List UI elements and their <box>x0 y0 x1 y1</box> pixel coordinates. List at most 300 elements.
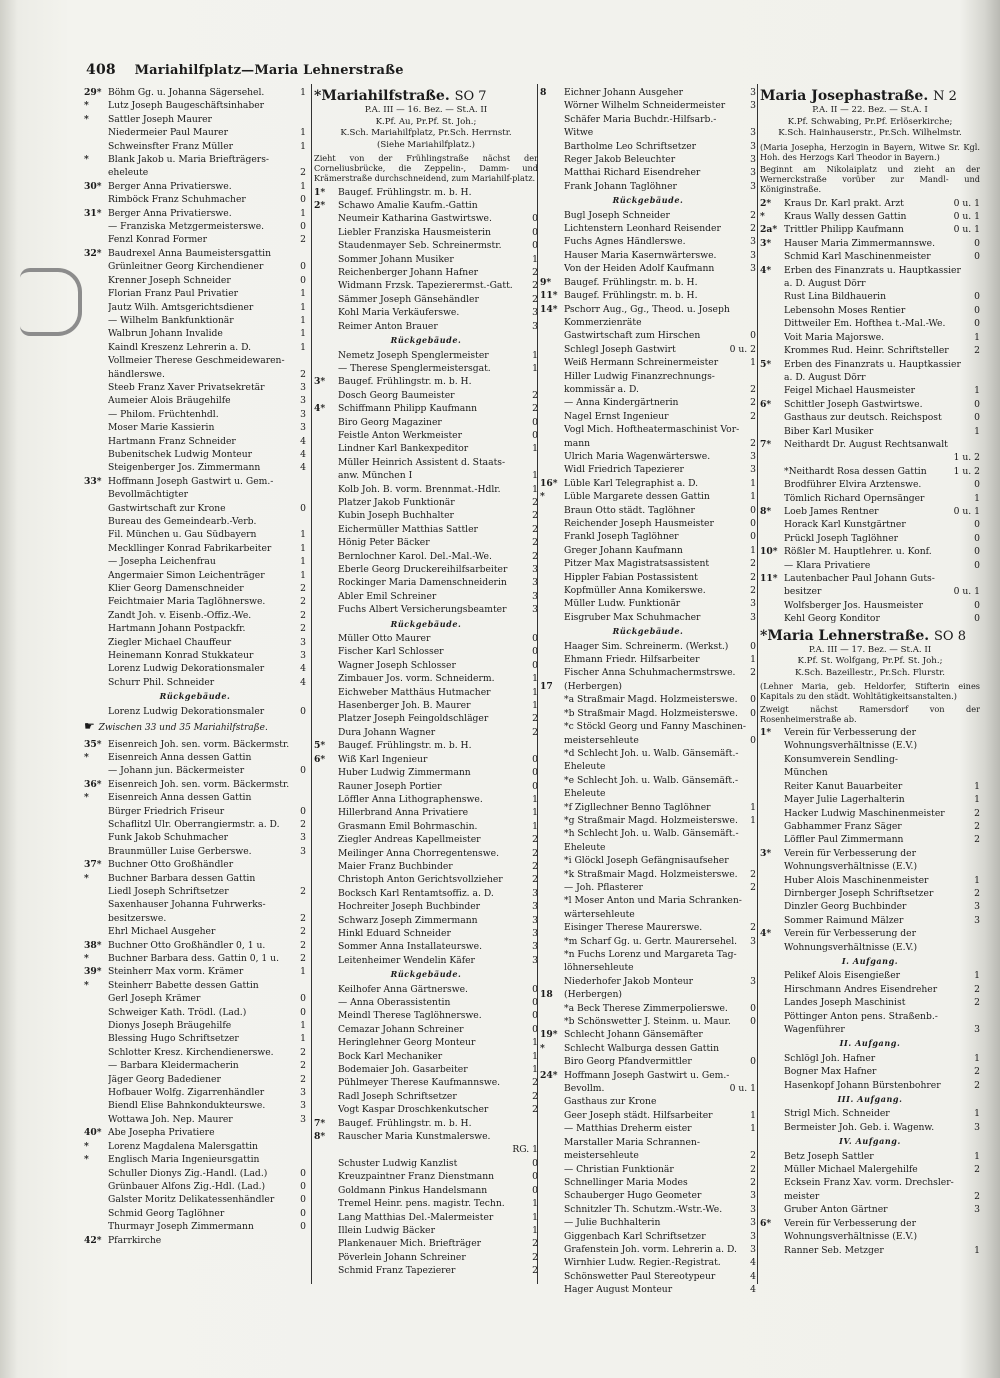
floor-number: 0 <box>300 261 306 273</box>
directory-entry <box>760 793 980 806</box>
house-number <box>540 948 564 961</box>
house-number <box>540 222 564 235</box>
house-number <box>314 672 338 685</box>
floor-number <box>754 787 756 800</box>
directory-entry <box>84 528 306 541</box>
resident-text: Florian Franz Paul Privatier <box>108 288 239 300</box>
resident-text: Giggenbach Karl Schriftsetzer <box>564 1230 706 1242</box>
floor-number: 0 <box>532 983 538 995</box>
floor-number: 2 <box>532 496 538 508</box>
floor-number <box>304 791 306 804</box>
floor-number: 0 <box>750 531 756 543</box>
floor-number: 1 <box>532 443 538 455</box>
resident-text: Grünleitner Georg Kirchendiener <box>108 261 264 273</box>
directory-entry <box>84 609 306 622</box>
floor-number: 1 u. 2 <box>953 452 980 464</box>
house-number <box>314 576 338 589</box>
resident-text: Bevollmächtigter <box>108 489 189 501</box>
house-number <box>760 1230 784 1243</box>
directory-entry <box>540 680 756 693</box>
resident-text: Eisgruber Max Schuhmacher <box>564 611 701 623</box>
house-number: * <box>84 792 89 804</box>
resident-text: Hasenberger Joh. B. Maurer <box>338 700 471 712</box>
resident-text: Buchner Otto Großhändler 0, 1 u. <box>108 939 266 951</box>
house-number <box>760 1190 784 1203</box>
floor-number: 1 <box>974 970 980 982</box>
directory-entry <box>760 425 980 438</box>
resident-text: *a Beck Therese Zimmerpolierswe. <box>564 1002 728 1014</box>
house-number <box>84 662 108 675</box>
floor-number <box>536 375 538 388</box>
directory-entry <box>84 649 306 662</box>
house-number <box>314 266 338 279</box>
floor-number: 1 <box>532 483 538 495</box>
directory-entry <box>314 645 538 658</box>
directory-entry <box>760 478 980 491</box>
floor-number: 3 <box>974 901 980 913</box>
resident-text: *k Straßmair Magd. Holzmeisterswe. <box>564 868 738 880</box>
floor-number: 0 <box>974 532 980 544</box>
floor-number <box>754 854 756 867</box>
house-number <box>314 1237 338 1250</box>
directory-entry <box>314 1143 538 1156</box>
floor-number <box>754 988 756 1001</box>
floor-number: 1 <box>300 180 306 192</box>
directory-entry <box>540 1283 756 1296</box>
resident-text: Maier Franz Buchbinder <box>338 860 453 872</box>
floor-number: 0 <box>750 640 756 652</box>
house-number: 39* <box>84 966 102 978</box>
column-rule <box>757 84 758 1284</box>
house-number <box>540 975 564 988</box>
directory-entry <box>760 384 980 397</box>
resident-text: Schnellinger Maria Modes <box>564 1176 688 1188</box>
house-number: * <box>540 491 545 503</box>
floor-number <box>978 726 980 739</box>
floor-number: 1 <box>974 780 980 792</box>
resident-text: Bock Karl Mechaniker <box>338 1050 443 1062</box>
floor-number: 3 <box>300 832 306 844</box>
resident-text: Strigl Mich. Schneider <box>784 1108 890 1120</box>
directory-entry <box>540 611 756 624</box>
floor-number: 0 <box>974 559 980 571</box>
floor-number <box>978 1010 980 1023</box>
resident-text: Walbrun Johann Invalide <box>108 328 223 340</box>
resident-text: — Julie Buchhalterin <box>564 1217 661 1229</box>
house-number <box>314 279 338 292</box>
resident-text: Rust Lina Bildhauerin <box>784 291 887 303</box>
directory-entry <box>84 569 306 582</box>
house-number <box>84 515 108 528</box>
resident-text: Liedl Joseph Schriftsetzer <box>108 885 229 897</box>
resident-text: Widl Friedrich Tapezierer <box>564 464 684 476</box>
directory-entry <box>540 1042 756 1055</box>
resident-text: Schurr Phil. Schneider <box>108 676 215 688</box>
resident-text: — Therese Spenglermeistersgat. <box>338 362 491 374</box>
resident-text: *i Glöckl Joseph Gefängnisaufseher <box>564 855 729 867</box>
house-number <box>540 720 564 733</box>
resident-text: Sommer Raimund Mälzer <box>784 914 904 926</box>
resident-text: Reichenberger Johann Hafner <box>338 267 479 279</box>
floor-number: 2 <box>750 437 756 449</box>
floor-number: 2 <box>532 1104 538 1116</box>
resident-text: Ranner Seb. Metzger <box>784 1244 884 1256</box>
floor-number <box>304 515 306 528</box>
directory-entry <box>540 1095 756 1108</box>
directory-entry <box>760 1190 980 1203</box>
resident-text: Klier Georg Damenschneider <box>108 583 244 595</box>
directory-entry <box>84 126 306 139</box>
house-number <box>314 632 338 645</box>
resident-text: Wohnungsverhältnisse (E.V.) <box>784 1231 918 1243</box>
resident-text: Baudrexel Anna Baumeistersgattin <box>108 247 271 259</box>
house-number: 7* <box>314 1117 326 1129</box>
house-number <box>540 881 564 894</box>
resident-text: Schlecht Johann Gänsemäfter <box>564 1029 703 1041</box>
resident-text: Geer Joseph städt. Hilfsarbeiter <box>564 1109 713 1121</box>
floor-number: RG. 1 <box>512 1144 538 1156</box>
house-number <box>84 1019 108 1032</box>
resident-text: Kaindl Kreszenz Lehrerin a. D. <box>108 341 252 353</box>
house-number <box>314 645 338 658</box>
resident-text: Fil. München u. Gau Südbayern <box>108 529 257 541</box>
directory-entry <box>84 705 306 718</box>
directory-entry <box>540 1189 756 1202</box>
house-number <box>540 140 564 153</box>
house-number <box>84 220 108 233</box>
directory-entry <box>84 636 306 649</box>
house-number: 31* <box>84 207 102 219</box>
floor-number: 3 <box>300 1087 306 1099</box>
house-number <box>314 983 338 996</box>
resident-text: Sämmer Joseph Gänsehändler <box>338 293 479 305</box>
directory-entry <box>314 550 538 563</box>
house-number <box>540 868 564 881</box>
house-number <box>84 1073 108 1086</box>
floor-number <box>304 1140 306 1153</box>
house-number: 35* <box>84 738 102 750</box>
floor-number: 0 <box>300 1221 306 1233</box>
house-number <box>760 451 784 464</box>
resident-text: Baugef. Frühlingstr. m. b. H. <box>564 276 698 288</box>
directory-entry <box>314 1237 538 1250</box>
house-number <box>314 659 338 672</box>
house-number <box>760 753 784 766</box>
floor-number: 2 <box>974 807 980 819</box>
floor-number: 2 <box>532 726 538 738</box>
floor-number: 3 <box>532 564 538 576</box>
floor-number: 0 <box>532 429 538 441</box>
directory-entry <box>540 140 756 153</box>
house-number: 3* <box>760 847 772 859</box>
directory-entry <box>760 860 980 873</box>
house-number <box>84 1180 108 1193</box>
house-number: 19* <box>540 1029 558 1041</box>
house-number <box>540 113 564 126</box>
floor-number: 1 <box>300 87 306 98</box>
directory-entry <box>760 1203 980 1216</box>
house-number <box>760 290 784 303</box>
resident-text: Gastwirtschaft zur Krone <box>108 502 226 514</box>
resident-text: — Anna Oberassistentin <box>338 997 451 1009</box>
floor-number: 1 <box>974 1150 980 1162</box>
resident-text: Gerl Joseph Krämer <box>108 993 201 1005</box>
house-number <box>84 341 108 354</box>
resident-text: Kohl Maria Verkäuferswe. <box>338 307 460 319</box>
floor-number: 2 <box>300 368 306 380</box>
house-number <box>84 831 108 844</box>
resident-text: Huber Alois Maschinenmeister <box>784 874 929 886</box>
resident-text: Gastwirtschaft zum Hirschen <box>564 330 701 342</box>
directory-entry <box>314 1170 538 1183</box>
directory-entry <box>84 327 306 340</box>
resident-text: Bogner Max Hafner <box>784 1066 877 1078</box>
floor-number: 2 <box>974 887 980 899</box>
directory-entry <box>540 222 756 235</box>
directory-entry <box>314 1036 538 1049</box>
directory-entry <box>84 845 306 858</box>
directory-entry <box>314 1264 538 1277</box>
house-number <box>540 1149 564 1162</box>
house-number: 11* <box>540 290 558 302</box>
directory-entry <box>84 738 306 751</box>
directory-entry <box>314 806 538 819</box>
house-number <box>540 854 564 867</box>
floor-number: 1 <box>750 1109 756 1121</box>
house-number <box>540 166 564 179</box>
street-heading <box>760 90 980 103</box>
resident-text: Biro Georg Magaziner <box>338 416 442 428</box>
house-number <box>84 287 108 300</box>
directory-entry <box>84 676 306 689</box>
house-number <box>84 1207 108 1220</box>
house-number: * <box>84 1154 89 1166</box>
resident-text: Schuller Dionys Zig.-Handl. (Lad.) <box>108 1167 268 1179</box>
resident-text: Lorenz Magdalena Malersgattin <box>108 1140 258 1152</box>
floor-number: 1 <box>974 1108 980 1120</box>
house-number: 38* <box>84 939 102 951</box>
directory-entry <box>540 921 756 934</box>
resident-text: Rockinger Maria Damenschneiderin <box>338 577 507 589</box>
floor-number: 1 <box>300 288 306 300</box>
floor-number: 0 <box>532 997 538 1009</box>
directory-entry <box>84 287 306 300</box>
house-number <box>540 1109 564 1122</box>
floor-number: 0 <box>974 479 980 491</box>
directory-entry <box>540 720 756 733</box>
floor-number <box>754 747 756 760</box>
directory-entry <box>540 948 756 961</box>
house-number <box>84 818 108 831</box>
floor-number: 2 <box>300 818 306 830</box>
house-number <box>760 833 784 846</box>
floor-number <box>978 1230 980 1243</box>
floor-number: 2 <box>532 1077 538 1089</box>
resident-text: Dura Johann Wagner <box>338 726 436 738</box>
resident-text: Biro Georg Pfandvermittler <box>564 1056 692 1068</box>
resident-text: *f Zigllechner Benno Taglöhner <box>564 801 711 813</box>
house-number <box>540 235 564 248</box>
floor-number <box>754 316 756 329</box>
house-number: 6* <box>314 753 326 765</box>
house-number: 6* <box>760 1217 772 1229</box>
floor-number: 0 <box>532 1023 538 1035</box>
floor-number <box>304 153 306 166</box>
resident-text: Schmid Karl Maschinenmeister <box>784 251 931 263</box>
house-number <box>760 532 784 545</box>
directory-entry <box>314 820 538 833</box>
resident-text: Schmid Georg Taglöhner <box>108 1207 225 1219</box>
directory-entry <box>314 1130 538 1143</box>
floor-number: 1 <box>974 794 980 806</box>
section-label: Rückgebäude. <box>612 195 684 206</box>
directory-entry <box>760 290 980 303</box>
floor-number: 1 <box>532 1198 538 1210</box>
street-info-line: P.A. III — 17. Bez. — St.A. II <box>808 645 932 656</box>
resident-text: — Franziska Metzgermeisterswe. <box>108 221 265 233</box>
directory-column-1 <box>84 86 306 1376</box>
floor-number: 3 <box>300 650 306 662</box>
resident-text: Lutz Joseph Baugeschäftsinhaber <box>108 100 265 112</box>
floor-number: 1 u. 2 <box>953 465 980 477</box>
resident-text: Hauser Maria Kasernwärterswe. <box>564 249 717 261</box>
floor-number <box>978 572 980 585</box>
section-label: Rückgebäude. <box>390 618 462 629</box>
floor-number: 0 <box>750 504 756 516</box>
house-number: 5* <box>760 358 772 370</box>
resident-text: Hacker Ludwig Maschinenmeister <box>784 807 945 819</box>
directory-entry <box>314 954 538 967</box>
floor-number: 2 <box>974 1164 980 1176</box>
directory-entry <box>84 831 306 844</box>
resident-text: Schmid Franz Tapezierer <box>338 1265 456 1277</box>
directory-entry <box>84 872 306 885</box>
resident-text: *e Schlecht Joh. u. Walb. Gänsemäft.- <box>564 774 739 786</box>
floor-number: 3 <box>532 887 538 899</box>
house-number <box>540 801 564 814</box>
directory-entry <box>760 585 980 598</box>
floor-number <box>754 113 756 126</box>
house-number <box>540 1095 564 1108</box>
directory-entry <box>760 599 980 612</box>
house-number <box>760 780 784 793</box>
street-info-line: K.Pf. Au, Pr.Pf. St. Joh.; <box>375 116 477 127</box>
directory-entry <box>540 423 756 436</box>
floor-number <box>754 948 756 961</box>
street-note: Zweigt nächst Ramersdorf von der Rosenheimerstraße ab. <box>760 703 980 724</box>
floor-number: 2 <box>300 953 306 964</box>
house-number: 2* <box>760 197 772 209</box>
floor-number <box>304 858 306 871</box>
house-number <box>540 1163 564 1176</box>
directory-entry <box>314 306 538 319</box>
resident-text: Hager August Monteur <box>564 1284 673 1296</box>
directory-entry <box>760 317 980 330</box>
house-number <box>314 429 338 442</box>
house-number <box>84 1086 108 1099</box>
directory-entry <box>314 375 538 388</box>
floor-number <box>754 276 756 289</box>
floor-number: 0 <box>974 398 980 410</box>
floor-number <box>304 1234 306 1247</box>
directory-entry <box>314 1009 538 1022</box>
house-number: 4* <box>314 403 326 415</box>
floor-number: 3 <box>750 1203 756 1215</box>
resident-text: Eisenreich Joh. sen. vorm. Bäckermstr. <box>108 778 290 790</box>
directory-entry <box>314 469 538 482</box>
directory-entry <box>760 996 980 1009</box>
floor-number: 2 <box>750 209 756 221</box>
directory-entry <box>540 571 756 584</box>
resident-text: Loeb James Rentner <box>784 505 879 517</box>
floor-number: 1 <box>300 569 306 581</box>
resident-text: Bürger Friedrich Friseur <box>108 805 225 817</box>
directory-entry <box>760 807 980 820</box>
floor-number: 2 <box>300 939 306 951</box>
resident-text: Schiffmann Philipp Kaufmann <box>338 403 478 415</box>
directory-entry <box>84 153 306 166</box>
floor-number: 3 <box>532 577 538 589</box>
house-number <box>314 1211 338 1224</box>
floor-number: 0 <box>974 237 980 249</box>
directory-entry <box>84 622 306 635</box>
resident-text: — Anna Kindergärtnerin <box>564 397 679 409</box>
floor-number: 3 <box>532 320 538 332</box>
directory-entry <box>540 961 756 974</box>
resident-text: Baugef. Frühlingstr. m. b. H. <box>338 740 472 752</box>
resident-text: Vogl Mich. Hoftheatermaschinist Vor- <box>564 424 740 436</box>
resident-text: Huber Ludwig Zimmermann <box>338 767 471 779</box>
floor-number: 0 <box>300 221 306 233</box>
directory-entry <box>540 827 756 840</box>
resident-text: Angermaier Simon Leichenträger <box>108 569 265 581</box>
directory-entry <box>84 979 306 992</box>
house-number <box>540 640 564 653</box>
house-number <box>540 450 564 463</box>
house-number <box>314 900 338 913</box>
house-number <box>314 603 338 616</box>
floor-number: 1 <box>974 425 980 437</box>
house-number <box>84 260 108 273</box>
resident-text: Lüble Karl Telegraphist a. D. <box>564 477 699 489</box>
house-number <box>314 212 338 225</box>
directory-entry <box>84 1193 306 1206</box>
floor-number: 2 <box>532 267 538 279</box>
house-number <box>84 1193 108 1206</box>
directory-entry <box>760 739 980 752</box>
floor-number <box>536 739 538 752</box>
house-number <box>760 465 784 478</box>
resident-text: Rauner Joseph Portier <box>338 780 442 792</box>
street-note: (Lehner Maria, geb. Heldorfer, Stifterin eines Kapitals zu den städt. Wohltätigkeitsanstalten.) <box>760 681 980 702</box>
resident-text: Steigenberger Jos. Zimmermann <box>108 462 261 474</box>
floor-number: 0 <box>974 318 980 330</box>
directory-entry <box>540 1109 756 1122</box>
house-number <box>84 461 108 474</box>
directory-entry <box>760 726 980 739</box>
floor-number: 2 <box>532 510 538 522</box>
house-number <box>540 370 564 383</box>
directory-entry <box>540 908 756 921</box>
house-number <box>84 805 108 818</box>
house-number <box>760 793 784 806</box>
directory-entry <box>540 988 756 1001</box>
resident-text: Hofbauer Wolfg. Zigarrenhändler <box>108 1087 265 1099</box>
house-number <box>314 469 338 482</box>
house-number <box>84 1006 108 1019</box>
floor-number: 3 <box>532 590 538 602</box>
resident-text: Verein für Verbesserung der <box>784 1217 917 1229</box>
